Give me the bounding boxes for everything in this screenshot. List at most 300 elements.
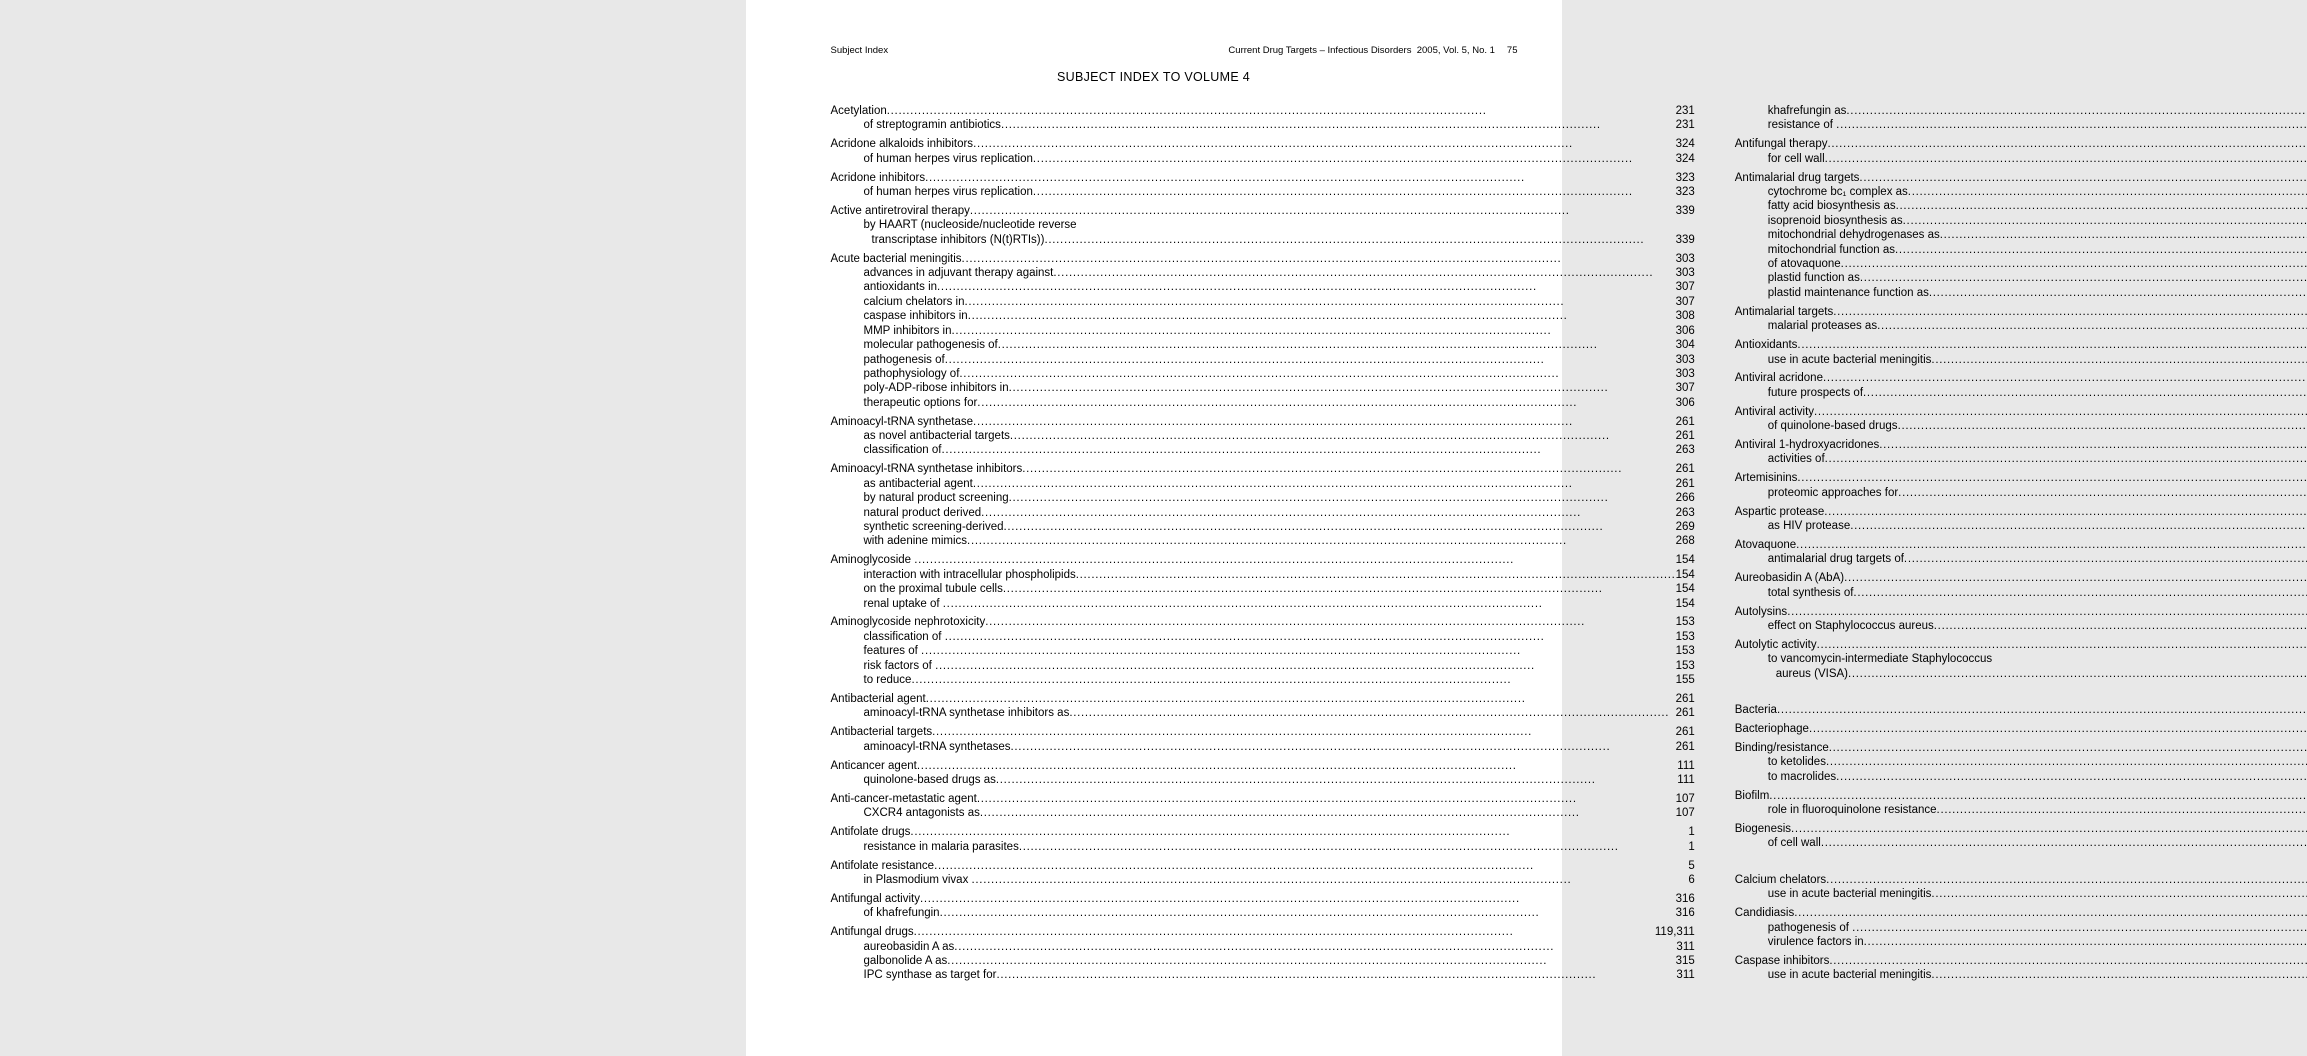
index-entry: [1735, 505, 2307, 519]
index-entry: [831, 759, 1695, 773]
index-entry: [1735, 338, 2307, 352]
entry-page-number: 154: [1675, 554, 1695, 567]
dot-leader: [1931, 353, 2307, 367]
entry-page-number: 231: [1675, 105, 1695, 117]
dot-leader: [1009, 381, 1676, 395]
index-entry: [1735, 722, 2307, 736]
entry-page-number: 324: [1675, 138, 1695, 151]
index-entry: [1735, 137, 2307, 151]
entry-text: classification of: [863, 630, 945, 643]
entry-text: pathogenesis of: [1767, 921, 1853, 934]
entry-text: features of: [863, 645, 922, 658]
index-column-left: [831, 104, 1695, 983]
entry-page-number: 324: [1675, 152, 1695, 165]
dot-leader: [1844, 571, 2307, 585]
entry-page-number: 303: [1675, 267, 1695, 280]
entry-text: Autolysins: [1734, 605, 1788, 618]
entry-page-number: 107: [1675, 807, 1695, 820]
entry-text: as antibacterial agent: [863, 477, 973, 490]
entry-text: proteomic approaches for: [1767, 486, 1899, 499]
dot-leader: [1898, 419, 2307, 433]
entry-text: Bacteria: [1734, 704, 1777, 717]
entry-text: poly-ADP-ribose inhibitors in: [863, 382, 1009, 395]
entry-page-number: 269: [1675, 520, 1695, 533]
entry-text: molecular pathogenesis of: [863, 339, 998, 352]
entry-page-number: 311: [1676, 940, 1695, 953]
index-block: [1735, 703, 2307, 717]
dot-leader: [945, 630, 1676, 644]
entry-text: quinolone-based drugs as: [863, 773, 996, 786]
entry-page-number: 5: [1688, 859, 1695, 872]
entry-text: Candidiasis: [1734, 907, 1795, 920]
dot-leader: [1841, 257, 2307, 271]
entry-text: IPC synthase as target for: [863, 969, 997, 982]
entry-page-number: 261: [1675, 707, 1695, 720]
entry-page-number: 266: [1675, 492, 1695, 505]
index-subentry: [831, 954, 1695, 968]
entry-text: Antifungal activity: [830, 892, 920, 905]
index-subentry: [1735, 803, 2307, 817]
entry-text: Caspase inhibitors: [1734, 954, 1830, 967]
entry-page-number: 303: [1675, 353, 1695, 366]
entry-text: for cell wall: [1767, 152, 1825, 165]
dot-leader: [1898, 486, 2307, 500]
entry-page-number: 323: [1675, 171, 1695, 184]
entry-text: aminoacyl-tRNA synthetase inhibitors as: [863, 707, 1070, 720]
journal-citation: Current Drug Targets – Infectious Disorders 2005, Vol. 5, No. 1: [1228, 45, 1495, 56]
index-subentry: [831, 773, 1695, 787]
index-subentry: [831, 491, 1695, 505]
dot-leader: [952, 324, 1676, 338]
entry-text: future prospects of: [1767, 386, 1864, 399]
dot-leader: [1896, 199, 2307, 213]
index-entry: [831, 892, 1695, 906]
dot-leader: [926, 692, 1676, 706]
index-entry: [1735, 405, 2307, 419]
index-subentry: [831, 840, 1695, 854]
entry-text: as HIV protease: [1767, 520, 1851, 533]
dot-leader: [910, 825, 1688, 839]
index-subentry-wrap-line: to vancomycin-intermediate Staphylococcus: [1767, 653, 1993, 666]
index-subentry: [1735, 419, 2307, 433]
index-entry: [1735, 471, 2307, 485]
index-subentry: [1735, 552, 2307, 566]
entry-text: Acute bacterial meningitis: [830, 252, 962, 265]
entry-page-number: 231: [1675, 119, 1695, 132]
index-subentry: [1735, 887, 2307, 901]
entry-text: role in fluoroquinolone resistance: [1767, 804, 1937, 817]
index-subentry: [831, 673, 1695, 687]
entry-text: total synthesis of: [1767, 586, 1854, 599]
entry-page-number: 111: [1677, 759, 1695, 772]
entry-page-number: 311: [1676, 969, 1695, 982]
entry-text: Aspartic protease: [1734, 505, 1825, 518]
entry-text: by natural product screening: [863, 492, 1009, 505]
entry-text: resistance of: [1767, 119, 1837, 132]
entry-page-number: 154: [1675, 597, 1695, 610]
dot-leader: [1010, 429, 1676, 443]
page-number: 75: [1506, 45, 1518, 56]
index-entry: [1735, 638, 2307, 652]
dot-leader: [1821, 836, 2307, 850]
entry-text: isoprenoid biosynthesis as: [1767, 214, 1903, 227]
dot-leader: [1004, 520, 1676, 534]
index-block: [831, 171, 1695, 200]
index-subentry: [1735, 243, 2307, 257]
dot-leader: [940, 906, 1676, 920]
entry-text: Antiviral activity: [1734, 405, 1815, 418]
index-block: [1735, 171, 2307, 301]
dot-leader: [1796, 538, 2307, 552]
entry-text: classification of: [863, 444, 942, 457]
index-subentry: [1735, 586, 2307, 600]
index-subentry: [1735, 104, 2307, 118]
index-entry: [1735, 822, 2307, 836]
entry-page-number: 307: [1675, 295, 1695, 308]
index-subentry: [1735, 619, 2307, 633]
index-subentry: [831, 906, 1695, 920]
index-entry: [1735, 371, 2307, 385]
dot-leader: [1863, 386, 2307, 400]
entry-text: in Plasmodium vivax: [863, 873, 972, 886]
index-subentry: [831, 568, 1695, 582]
dot-leader: [977, 792, 1676, 806]
entry-text: on the proximal tubule cells: [863, 583, 1003, 596]
index-subentry: [1735, 185, 2307, 199]
entry-page-number: 303: [1675, 252, 1695, 265]
index-subentry: [831, 429, 1695, 443]
entry-text: advances in adjuvant therapy against: [863, 267, 1054, 280]
index-entry: [1735, 954, 2307, 968]
dot-leader: [1853, 586, 2307, 600]
entry-page-number: 306: [1675, 324, 1695, 337]
index-entry: [1735, 571, 2307, 585]
dot-leader: [887, 104, 1676, 118]
dot-leader: [1850, 519, 2307, 533]
index-entry: [831, 925, 1695, 939]
entry-page-number: 307: [1675, 382, 1695, 395]
index-subentry: [831, 324, 1695, 338]
index-block: [831, 615, 1695, 687]
entry-page-number: 306: [1675, 396, 1695, 409]
index-block: [1735, 906, 2307, 949]
index-subentry: [831, 266, 1695, 280]
entry-page-number: 261: [1675, 740, 1695, 753]
index-block: [831, 859, 1695, 888]
index-block: [831, 137, 1695, 166]
entry-text: renal uptake of: [863, 597, 943, 610]
index-entry: [831, 692, 1695, 706]
index-block: [831, 104, 1695, 133]
index-block: [831, 925, 1695, 983]
dot-leader: [1904, 552, 2307, 566]
dot-leader: [980, 806, 1676, 820]
index-subentry: [1735, 271, 2307, 285]
index-block: [1735, 638, 2307, 681]
index-subentry: [831, 534, 1695, 548]
index-subentry: [1735, 452, 2307, 466]
entry-text: of khafrefungin: [863, 907, 940, 920]
entry-page-number: 268: [1675, 535, 1695, 548]
index-entry: [831, 825, 1695, 839]
entry-text: risk factors of: [863, 659, 936, 672]
dot-leader: [964, 295, 1675, 309]
entry-page-number: 107: [1675, 792, 1695, 805]
entry-text: Bacteriophage: [1734, 723, 1809, 736]
dot-leader: [1069, 706, 1675, 720]
dot-leader: [1019, 840, 1689, 854]
entry-text: Acridone inhibitors: [830, 171, 926, 184]
dot-leader: [1864, 935, 2307, 949]
index-entry: [831, 171, 1695, 185]
entry-page-number: 261: [1675, 415, 1695, 428]
entry-text: mitochondrial dehydrogenases as: [1767, 229, 1940, 242]
dot-leader: [1033, 185, 1676, 199]
dot-leader: [1825, 152, 2307, 166]
index-subentry: [1735, 286, 2307, 300]
dot-leader: [1836, 118, 2307, 132]
dot-leader: [959, 367, 1675, 381]
entry-text: Anti-cancer-metastatic agent: [830, 792, 977, 805]
dot-leader: [973, 477, 1676, 491]
entry-text: Antibacterial agent: [830, 692, 926, 705]
dot-leader: [1931, 887, 2307, 901]
dot-leader: [996, 968, 1676, 982]
entry-page-number: 6: [1688, 873, 1695, 886]
index-subentry: [831, 443, 1695, 457]
entry-text: Anticancer agent: [830, 759, 917, 772]
index-entry: [1735, 741, 2307, 755]
index-subentry: [831, 280, 1695, 294]
entry-text: to ketolides: [1767, 756, 1826, 769]
dot-leader: [973, 137, 1676, 151]
index-block: [831, 692, 1695, 721]
entry-text: caspase inhibitors in: [863, 310, 968, 323]
entry-text: as novel antibacterial targets: [863, 430, 1010, 443]
index-subentry: [831, 396, 1695, 410]
index-block: [831, 792, 1695, 821]
entry-text: of cell wall: [1767, 837, 1821, 850]
entry-page-number: 154: [1675, 568, 1695, 581]
entry-text: pathophysiology of: [863, 367, 960, 380]
running-head: [831, 45, 1518, 56]
entry-text: Autolytic activity: [1734, 638, 1817, 651]
entry-text: MMP inhibitors in: [863, 324, 952, 337]
entry-text: of human herpes virus replication: [863, 152, 1033, 165]
index-block: [1735, 571, 2307, 600]
entry-page-number: 263: [1675, 506, 1695, 519]
document-page: [746, 0, 1993, 1056]
entry-text: Aminoglycoside: [830, 554, 915, 567]
dot-leader: [1823, 371, 2307, 385]
entry-text: of quinolone-based drugs: [1767, 420, 1898, 433]
index-subentry-wrap-line: by HAART (nucleoside/nucleotide reverse: [863, 219, 1077, 232]
entry-text: pathogenesis of: [863, 353, 945, 366]
index-subentry: [831, 520, 1695, 534]
index-subentry: [831, 659, 1695, 673]
entry-text: plastid function as: [1767, 272, 1860, 285]
index-block: [1735, 305, 2307, 334]
entry-text: calcium chelators in: [863, 295, 965, 308]
dot-leader: [1937, 803, 2307, 817]
index-subentry: [831, 940, 1695, 954]
index-block: [831, 204, 1695, 247]
index-subentry: [831, 152, 1695, 166]
index-block: [1735, 471, 2307, 500]
index-subentry: [1735, 968, 2307, 982]
index-block: [831, 725, 1695, 754]
entry-page-number: 323: [1675, 186, 1695, 199]
dot-leader: [911, 673, 1675, 687]
index-entry: [1735, 305, 2307, 319]
page-title: SUBJECT INDEX TO VOLUME 4: [1057, 70, 1250, 84]
entry-page-number: 153: [1675, 616, 1695, 629]
index-subentry: [1735, 667, 2307, 681]
index-block: [1735, 104, 2307, 133]
entry-text: activities of: [1767, 453, 1825, 466]
dot-leader: [1934, 619, 2307, 633]
dot-leader: [977, 396, 1675, 410]
entry-text: to reduce: [863, 674, 912, 687]
dot-leader: [996, 773, 1677, 787]
index-block: [1735, 822, 2307, 851]
index-subentry: [1735, 228, 2307, 242]
entry-text: Biogenesis: [1734, 822, 1792, 835]
dot-leader: [917, 759, 1677, 773]
index-block: [1735, 741, 2307, 784]
index-subentry: [831, 873, 1695, 887]
entry-page-number: 155: [1675, 674, 1695, 687]
index-subentry: [831, 338, 1695, 352]
index-entry: [831, 204, 1695, 218]
dot-leader: [914, 925, 1655, 939]
index-subentry: [1735, 319, 2307, 333]
index-subentry: [831, 968, 1695, 982]
index-subentry: [831, 706, 1695, 720]
dot-leader: [1044, 233, 1675, 247]
entry-text: resistance in malaria parasites: [863, 840, 1019, 853]
index-entry: [1735, 605, 2307, 619]
index-entry: [831, 415, 1695, 429]
dot-leader: [1860, 271, 2307, 285]
entry-text: cytochrome bc₁ complex as: [1767, 186, 1908, 199]
index-subentry: [1735, 118, 2307, 132]
index-entry: [1735, 703, 2307, 717]
index-subentry: [1735, 935, 2307, 949]
dot-leader: [954, 940, 1676, 954]
index-subentry: [831, 185, 1695, 199]
index-subentry: [831, 740, 1695, 754]
index-block: [1735, 505, 2307, 534]
entry-text: Antioxidants: [1734, 339, 1798, 352]
entry-text: aureus (VISA): [1775, 667, 1848, 680]
index-entry: [831, 104, 1695, 118]
dot-leader: [921, 644, 1676, 658]
entry-text: Active antiretroviral therapy: [830, 204, 970, 217]
index-subentry: [831, 806, 1695, 820]
entry-page-number: 315: [1675, 954, 1695, 967]
index-subentry: [831, 582, 1695, 596]
dot-leader: [943, 597, 1676, 611]
index-block: [831, 825, 1695, 854]
entry-page-number: 1: [1688, 826, 1695, 839]
index-block: [831, 553, 1695, 611]
entry-page-number: 119,311: [1654, 926, 1695, 939]
entry-text: plastid maintenance function as: [1767, 286, 1929, 299]
index-entry: [1735, 171, 2307, 185]
index-block: [1735, 605, 2307, 634]
dot-leader: [1903, 214, 2307, 228]
entry-page-number: 316: [1675, 907, 1695, 920]
entry-page-number: 303: [1675, 367, 1695, 380]
index-subentry: [831, 118, 1695, 132]
entry-text: Antimalarial targets: [1734, 305, 1834, 318]
dot-leader: [914, 553, 1675, 567]
entry-text: antimalarial drug targets of: [1767, 553, 1904, 566]
dot-leader: [1791, 822, 2307, 836]
dot-leader: [1833, 305, 2307, 319]
entry-text: Aminoacyl-tRNA synthetase inhibitors: [830, 463, 1023, 476]
entry-text: malarial proteases as: [1767, 320, 1878, 333]
dot-leader: [1931, 968, 2307, 982]
dot-leader: [1846, 104, 2307, 118]
entry-page-number: 316: [1675, 892, 1695, 905]
entry-text: Biofilm: [1734, 789, 1770, 802]
entry-text: aureobasidin A as: [863, 940, 955, 953]
index-subentry: [1735, 199, 2307, 213]
dot-leader: [985, 615, 1675, 629]
entry-text: CXCR4 antagonists as: [863, 807, 980, 820]
index-subentry: [1735, 353, 2307, 367]
entry-page-number: 307: [1675, 281, 1695, 294]
entry-text: Aminoglycoside nephrotoxicity: [830, 616, 986, 629]
entry-page-number: 1: [1688, 840, 1695, 853]
entry-text: galbonolide A as: [863, 954, 948, 967]
running-head-journal-line: [1228, 45, 1517, 56]
index-block: [1735, 371, 2307, 400]
entry-text: therapeutic options for: [863, 396, 978, 409]
index-block: [1735, 954, 2307, 983]
entry-text: Artemisinins: [1734, 472, 1798, 485]
entry-text: virulence factors in: [1767, 935, 1864, 948]
entry-text: Antifolate drugs: [830, 826, 911, 839]
index-subentry: [831, 381, 1695, 395]
dot-leader: [1809, 722, 2307, 736]
entry-text: of human herpes virus replication: [863, 186, 1033, 199]
index-subentry: [1735, 386, 2307, 400]
index-block: [831, 252, 1695, 410]
entry-text: Antifungal therapy: [1734, 138, 1828, 151]
index-subentry: [1735, 836, 2307, 850]
index-subentry: [1735, 770, 2307, 784]
index-entry: [831, 137, 1695, 151]
index-entry: [1735, 873, 2307, 887]
entry-page-number: 153: [1675, 659, 1695, 672]
dot-leader: [1817, 638, 2307, 652]
entry-page-number: 261: [1675, 726, 1695, 739]
entry-text: with adenine mimics: [863, 535, 968, 548]
index-subentry: [831, 506, 1695, 520]
dot-leader: [1852, 921, 2307, 935]
entry-text: of streptogramin antibiotics: [863, 119, 1001, 132]
entry-text: use in acute bacterial meningitis: [1767, 969, 1932, 982]
dot-leader: [941, 443, 1675, 457]
dot-leader: [1033, 152, 1676, 166]
entry-text: Antifolate resistance: [830, 859, 935, 872]
dot-leader: [1001, 118, 1676, 132]
entry-text: Aureobasidin A (AbA): [1734, 572, 1845, 585]
index-block: [1735, 137, 2307, 166]
